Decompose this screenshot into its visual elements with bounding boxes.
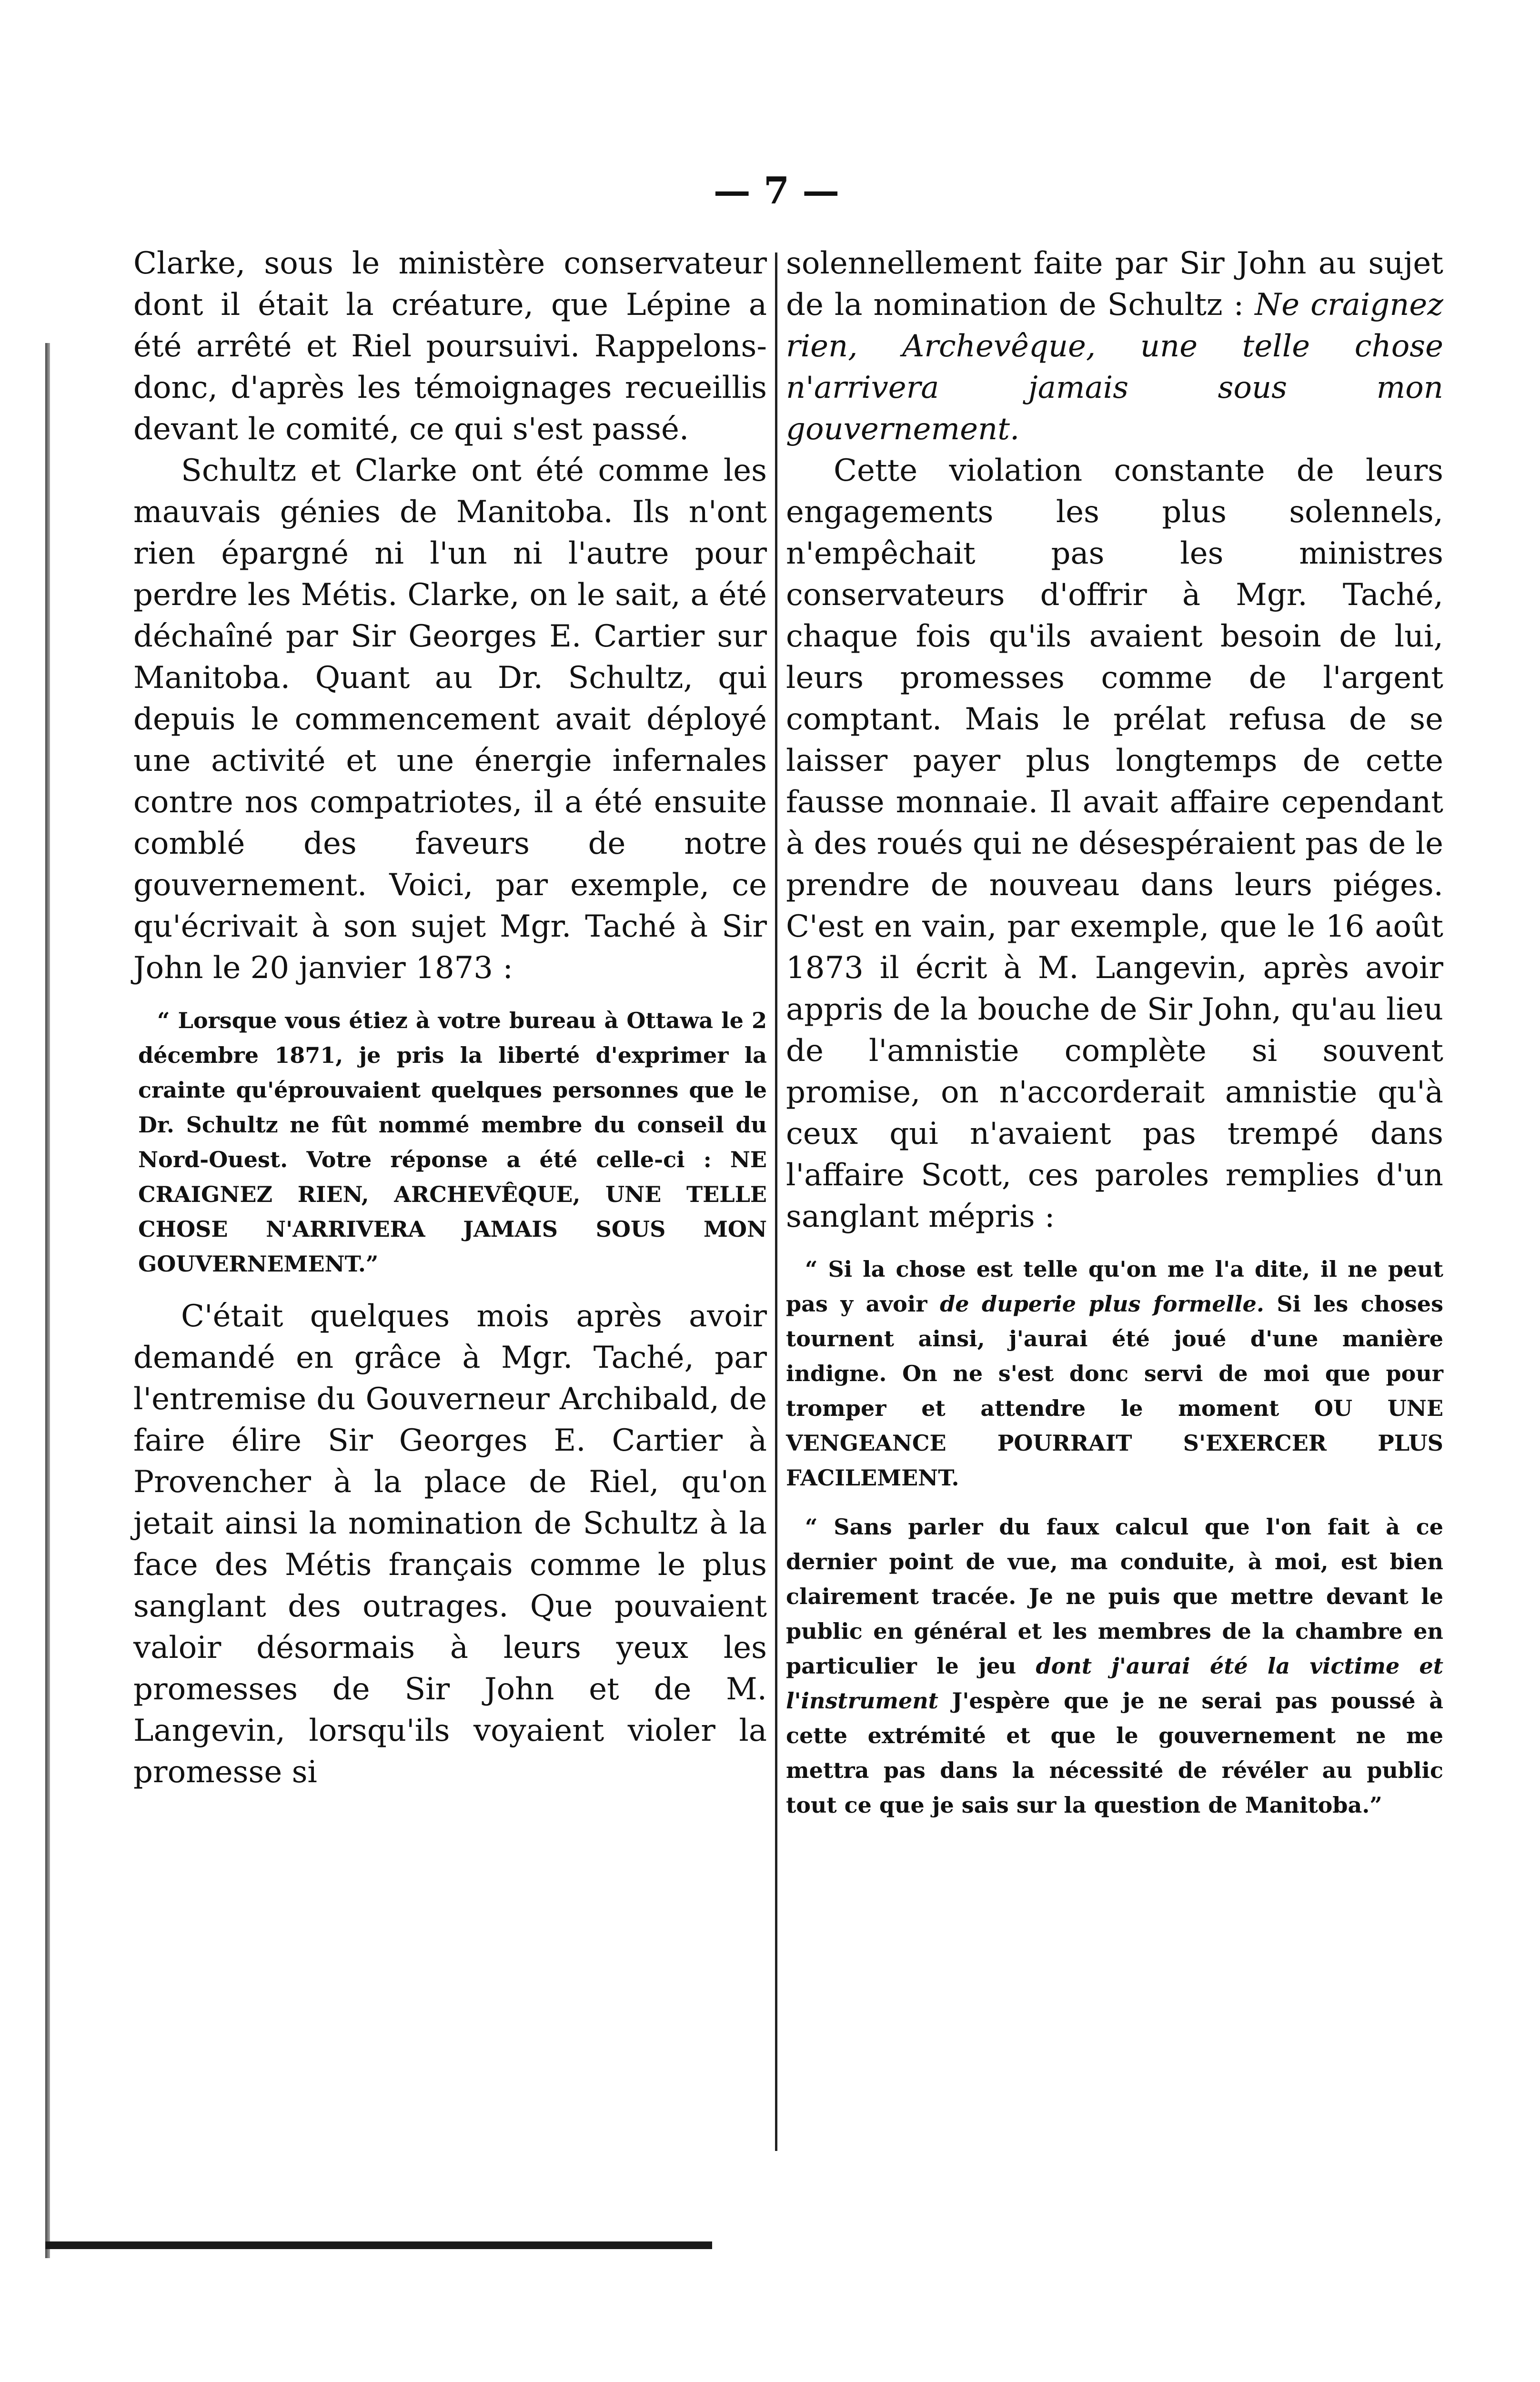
right-quote-1-italic: de duperie plus formelle. — [940, 1291, 1264, 1317]
right-paragraph-2: Cette violation constante de leurs engagements les plus solennels, n'empêchait pas les ministres conservateurs d'offrir à Mgr. Taché, chaque fois qu'ils avaient besoin de lui, leurs promesses comme de l'argent comptant. Mais le prélat refusa de se laisser payer plus longtemps de cette fausse monnaie. Il avait affaire cependant à des roués qui ne désespéraient pas de le prendre de nouveau dans leurs piéges. C'est en vain, par exemple, que le 16 août 1873 il écrit à M. Langevin, après avoir appris de la bouche de Sir John, qu'au lieu de l'amnistie complète si souvent promise, on n'accorderait amnistie qu'à ceux qui n'avaient pas trempé dans l'affaire Scott, ces paroles remplies d'un sanglant mépris : — [786, 453, 1443, 1234]
right-quote-2-text-a: “ Sans parler du faux calcul que l'on fait à ce dernier point de vue, ma conduite, à moi, est bien clairement tracée. Je ne puis que mettre devant le public en général et les membres de la chambre en particulier le jeu — [786, 1514, 1443, 1679]
scan-bottom-edge — [45, 2241, 712, 2249]
left-paragraph-2: Schultz et Clarke ont été comme les mauvais génies de Manitoba. Ils n'ont rien épargné ni l'un ni l'autre pour perdre les Métis. Clarke, on le sait, a été déchaîné par Sir Georges E. Cartier sur Manitoba. Quant au Dr. Schultz, qui depuis le commencement avait déployé une activité et une énergie infernales contre nos compatriotes, il a été ensuite comblé des faveurs de notre gouvernement. Voici, par exemple, ce qu'écrivait à son sujet Mgr. Taché à Sir John le 20 janvier 1873 : — [133, 453, 767, 986]
right-column — [786, 243, 1443, 1837]
right-paragraph-1-italic: Ne craignez rien, Archevêque, une telle chose n'arrivera jamais sous mon gouvernement. — [786, 287, 1444, 447]
right-paragraph-1-text: solennellement faite par Sir John au sujet de la nomination de Schultz : — [786, 246, 1443, 323]
right-paragraph-1 — [786, 243, 1443, 450]
right-quote-2-text-b: J'espère que je ne serai pas poussé à cette extrémité et que le gouvernement ne me mettra pas dans la nécessité de révéler au public tout ce que je sais sur la question de Manitoba.” — [786, 1688, 1443, 1818]
left-paragraph-3: C'était quelques mois après avoir demandé en grâce à Mgr. Taché, par l'entremise du Gouverneur Archibald, de faire élire Sir Georges E. Cartier à Provencher à la place de Riel, qu'on jetait ainsi la nomination de Schultz à la face des Métis français comme le plus sanglant des outrages. Que pouvaient valoir désormais à leurs yeux les promesses de Sir John et de M. Langevin, lorsqu'ils voyaient violer la promesse si — [133, 1299, 767, 1790]
right-quote-2 — [786, 1510, 1443, 1823]
right-quote-1 — [786, 1252, 1443, 1495]
scan-binding-edge — [45, 343, 50, 2258]
left-paragraph-1: Clarke, sous le ministère conservateur dont il était la créature, que Lépine a été arrêté et Riel poursuivi. Rappelons-donc, d'après les témoignages recueillis devant le comité, ce qui s'est passé. — [133, 246, 767, 447]
left-quote-tache: “ Lorsque vous étiez à votre bureau à Ottawa le 2 décembre 1871, je pris la liberté d'exprimer la crainte qu'éprouvaient quelques personnes que le Dr. Schultz ne fût nommé membre du conseil du Nord-Ouest. Votre réponse a été celle-ci : NE CRAIGNEZ RIEN, ARCHEVÊQUE, UNE TELLE CHOSE N'ARRIVERA JAMAIS SOUS MON GOUVERNEMENT.” — [138, 1008, 767, 1277]
column-divider — [775, 252, 777, 2151]
right-quote-1-text-b: Si les choses tournent ainsi, j'aurai été joué d'une manière indigne. On ne s'est donc servi de moi que pour tromper et attendre le moment OU UNE VENGEANCE POURRAIT S'EXERCER PLUS FACILEMENT. — [786, 1291, 1443, 1491]
page-number: — 7 — — [713, 169, 840, 212]
right-quote-1-text-a: “ Si la chose est telle qu'on me l'a dite, il ne peut pas y avoir — [786, 1256, 1443, 1317]
right-quote-2-italic: dont j'aurai été la victime et l'instrument — [786, 1653, 1443, 1714]
left-column — [133, 243, 767, 1793]
